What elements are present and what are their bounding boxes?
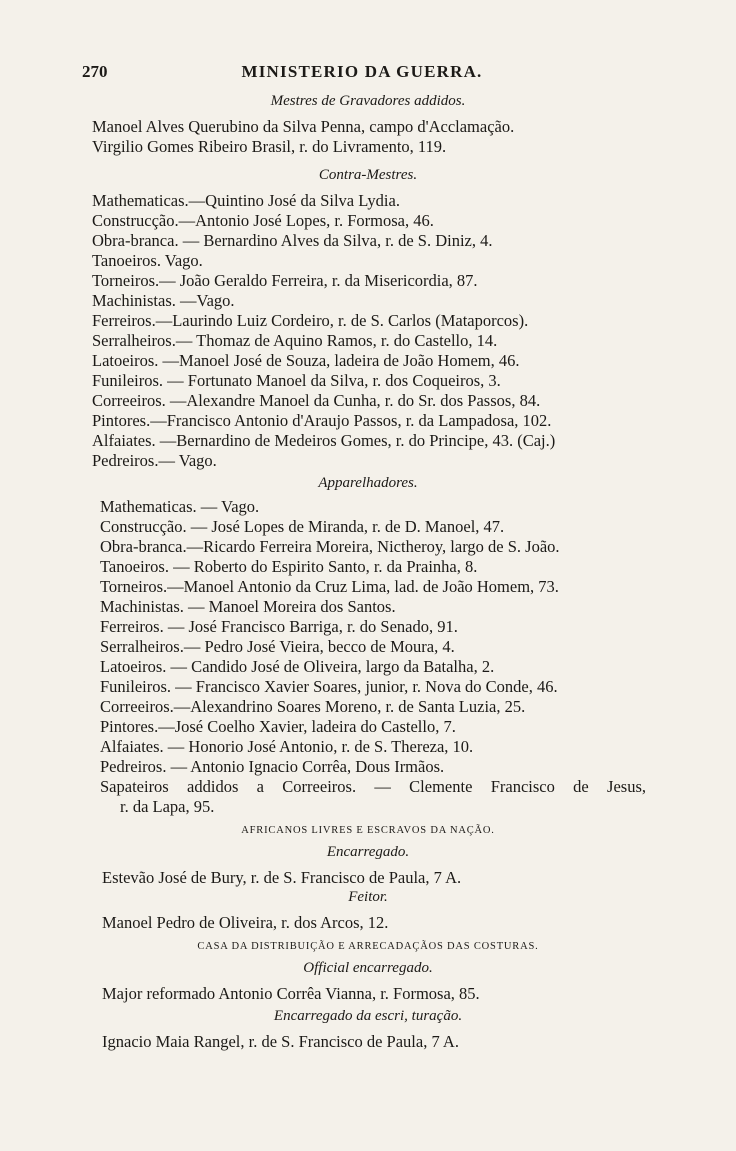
section-heading-casa-distribuicao: CASA DA DISTRIBUIÇÃO E ARRECADAÇÃOS DAS COSTURAS. [197,941,539,952]
entry-line: Ignacio Maia Rangel, r. de S. Francisco de Paula, 7 A. [102,1032,459,1051]
entry-line: Pedreiros. — Antonio Ignacio Corrêa, Dous Irmãos. [100,757,445,776]
section-heading-africanos: AFRICANOS LIVRES E ESCRAVOS DA NAÇÃO. [241,825,495,836]
entry-line: Latoeiros. —Manoel José de Souza, ladeira de João Homem, 46. [92,351,520,370]
entry-line: Ferreiros.—Laurindo Luiz Cordeiro, r. de S. Carlos (Mataporcos). [92,311,529,330]
subheading-official-encarregado: Official encarregado. [303,960,433,976]
entry-line: Mathematicas.—Quintino José da Silva Lydia. [92,191,400,210]
entry-line: Serralheiros.— Pedro José Vieira, becco de Moura, 4. [100,637,455,656]
section-heading-mestres-gravadores: Mestres de Gravadores addidos. [270,93,466,109]
page-number: 270 [82,62,108,81]
entry-line: Torneiros.— João Geraldo Ferreira, r. da Misericordia, 87. [92,271,478,290]
entry-line: Sapateiros addidos a Correeiros. — Clemente Francisco de Jesus, [100,777,646,796]
entry-line: Machinistas. — Manoel Moreira dos Santos. [100,597,396,616]
entry-line: Estevão José de Bury, r. de S. Francisco de Paula, 7 A. [102,868,462,887]
entry-line: Tanoeiros. Vago. [92,251,203,270]
entry-line: Pedreiros.— Vago. [92,451,217,470]
entry-line: Alfaiates. —Bernardino de Medeiros Gomes, r. do Principe, 43. (Caj.) [92,431,556,450]
running-title: MINISTERIO DA GUERRA. [241,62,483,81]
entry-line: Torneiros.—Manoel Antonio da Cruz Lima, lad. de João Homem, 73. [100,577,559,596]
entry-line: Construcção.—Antonio José Lopes, r. Formosa, 46. [92,211,434,230]
entry-line: Pintores.—José Coelho Xavier, ladeira do Castello, 7. [100,717,456,736]
subheading-encarregado: Encarregado. [326,844,410,860]
entry-line: Mathematicas. — Vago. [100,497,260,516]
entry-line: Correeiros.—Alexandrino Soares Moreno, r. de Santa Luzia, 25. [100,697,526,716]
entry-line: Pintores.—Francisco Antonio d'Araujo Passos, r. da Lampadosa, 102. [92,411,552,430]
section-heading-apparelhadores: Apparelhadores. [318,475,418,491]
entry-line: Construcção. — José Lopes de Miranda, r. de D. Manoel, 47. [100,517,505,536]
section-heading-contra-mestres: Contra-Mestres. [318,167,418,183]
entry-line: Machinistas. —Vago. [92,291,235,310]
entry-line: Serralheiros.— Thomaz de Aquino Ramos, r. do Castello, 14. [92,331,498,350]
entry-line: Obra-branca.—Ricardo Ferreira Moreira, Nictheroy, largo de S. João. [100,537,560,556]
entry-line: Manoel Alves Querubino da Silva Penna, campo d'Acclamação. [92,117,515,136]
entry-line: Tanoeiros. — Roberto do Espirito Santo, r. da Prainha, 8. [100,557,478,576]
entry-line: r. da Lapa, 95. [120,797,215,816]
entry-line: Virgilio Gomes Ribeiro Brasil, r. do Livramento, 119. [92,137,447,156]
entry-line: Obra-branca. — Bernardino Alves da Silva, r. de S. Diniz, 4. [92,231,493,250]
subheading-encarregado-escrituracao: Encarregado da escri, turação. [273,1008,463,1024]
subheading-feitor: Feitor. [348,889,388,905]
entry-line: Correeiros. —Alexandre Manoel da Cunha, r. do Sr. dos Passos, 84. [92,391,541,410]
entry-line: Alfaiates. — Honorio José Antonio, r. de S. Thereza, 10. [100,737,474,756]
entry-line: Ferreiros. — José Francisco Barriga, r. do Senado, 91. [100,617,458,636]
entry-line: Major reformado Antonio Corrêa Vianna, r. Formosa, 85. [102,984,480,1003]
entry-line: Funileiros. — Fortunato Manoel da Silva, r. dos Coqueiros, 3. [92,371,501,390]
entry-line: Manoel Pedro de Oliveira, r. dos Arcos, 12. [102,913,389,932]
entry-line: Funileiros. — Francisco Xavier Soares, junior, r. Nova do Conde, 46. [100,677,558,696]
page-header [82,62,642,84]
entry-line: Latoeiros. — Candido José de Oliveira, largo da Batalha, 2. [100,657,495,676]
